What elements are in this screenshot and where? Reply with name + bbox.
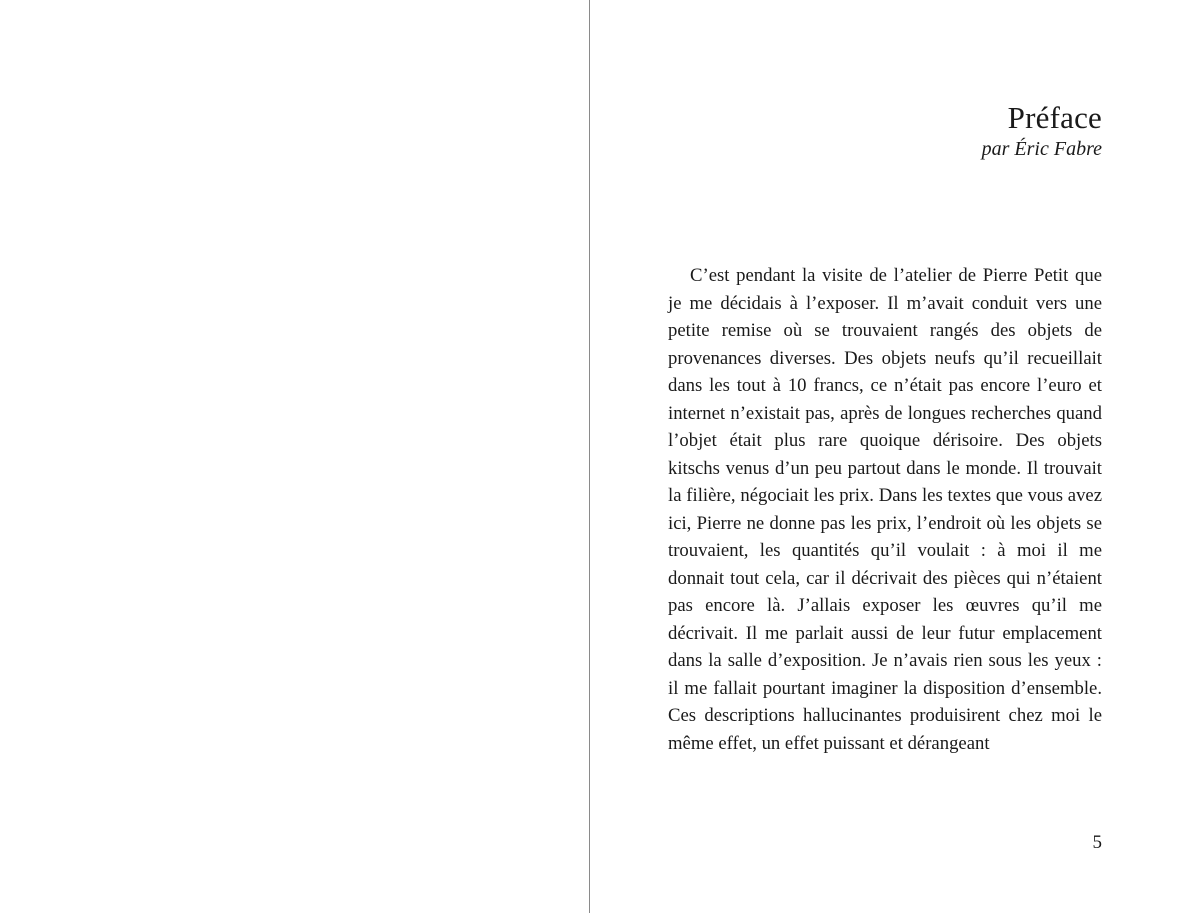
chapter-title: Préface: [1007, 100, 1102, 135]
right-page: [590, 0, 1179, 913]
page-number: 5: [1092, 832, 1102, 853]
body-paragraph: C’est pendant la visite de l’atelier de Pierre Petit que je me décidais à l’exposer. Il m’avait conduit vers une petite remise où se trouvaient rangés des objets de provenances diverses. Des objets neufs qu’il recueillait dans les tout à 10 francs, ce n’était pas encore l’euro et internet n’existait pas, après de longues recherches quand l’objet était plus rare quoique dérisoire. Des objets kitschs venus d’un peu partout dans le monde. Il trouvait la filière, négociait les prix. Dans les textes que vous avez ici, Pierre ne donne pas les prix, l’endroit où les objets se trouvaient, les quantités qu’il voulait : à moi il me donnait tout cela, car il décrivait des pièces qui n’étaient pas encore là. J’allais exposer les œuvres qu’il me décrivait. Il me parlait aussi de leur futur emplacement dans la salle d’exposition. Je n’avais rien sous les yeux : il me fallait pourtant imaginer la disposition d’ensemble. Ces descriptions hallucinantes produisirent chez moi le même effet, un effet puissant et dérangeant: [668, 265, 1102, 754]
left-page: [0, 0, 589, 913]
chapter-author: par Éric Fabre: [981, 138, 1102, 160]
